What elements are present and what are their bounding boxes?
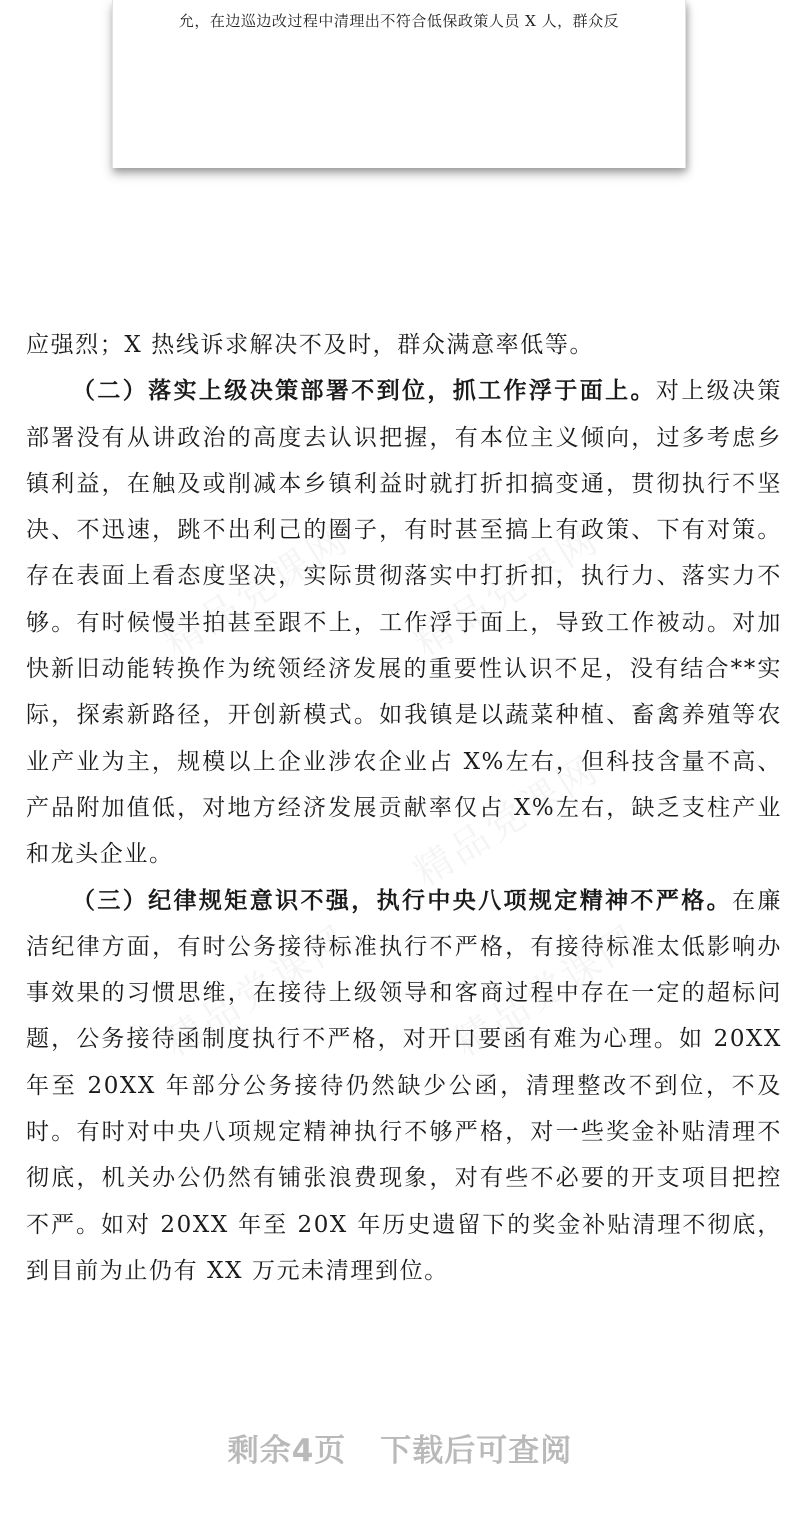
watermark: 精品党课网 bbox=[156, 916, 358, 1065]
document-body bbox=[26, 322, 782, 1294]
section-2-body: 对上级决策部署没有从讲政治的高度去认识把握，有本位主义倾向，过多考虑乡镇利益，在触及或削减本乡镇利益时就打折扣搞变通，贯彻执行不坚决、不迅速，跳不出利己的圈子，有时甚至搞上有政策、下有对策。存在表面上看态度坚决，实际贯彻落实中打折扣，执行力、落实力不够。有时候慢半拍甚至跟不上，工作浮于面上，导致工作被动。对加快新旧动能转换作为统领经济发展的重要性认识不足，没有结合**实际，探索新路径，开创新模式。如我镇是以蔬菜种植、畜禽养殖等农业产业为主，规模以上企业涉农企业占 X%左右，但科技含量不高、产品附加值低，对地方经济发展贡献率仅占 X%左右，缺乏支柱产业和龙头企业。 bbox=[26, 378, 782, 868]
watermark: 精品党课网 bbox=[406, 516, 608, 665]
download-to-view-label: 下载后可查阅 bbox=[380, 1433, 573, 1469]
previous-page-last-line: 允，在边巡边改过程中清理出不符合低保政策人员 X 人，群众反 bbox=[178, 12, 620, 30]
section-3-paragraph bbox=[26, 878, 782, 1295]
remaining-pages-label: 剩余4页 bbox=[227, 1433, 347, 1469]
section-3-body: 在廉洁纪律方面，有时公务接待标准执行不严格，有接待标准太低影响办事效果的习惯思维，在接待上级领导和客商过程中存在一定的超标问题，公务接待函制度执行不严格，对开口要函有难为心理。如 20XX 年至 20XX 年部分公务接待仍然缺少公函，清理整改不到位，不及时。有时对中央八项规定精神执行不够严格，对一些奖金补贴清理不彻底，机关办公仍然有铺张浪费现象，对有些不必要的开支项目把控不严。如对 20XX 年至 20X 年历史遗留下的奖金补贴清理不彻底，到目前为止仍有 XX 万元未清理到位。 bbox=[26, 887, 783, 1284]
watermark: 精品党课网 bbox=[406, 746, 608, 895]
section-2-heading: （二）落实上级决策部署不到位，抓工作浮于面上。 bbox=[72, 377, 656, 405]
watermark: 精品党课网 bbox=[156, 516, 358, 665]
section-3-heading: （三）纪律规矩意识不强，执行中央八项规定精神不严格。 bbox=[72, 886, 733, 914]
remaining-pages-notice[interactable] bbox=[0, 1425, 800, 1470]
watermark: 精品党课网 bbox=[446, 916, 648, 1065]
section-2-paragraph bbox=[26, 368, 782, 877]
previous-page-card bbox=[112, 0, 686, 168]
paragraph-continuation: 应强烈；X 热线诉求解决不及时，群众满意率低等。 bbox=[26, 332, 595, 358]
